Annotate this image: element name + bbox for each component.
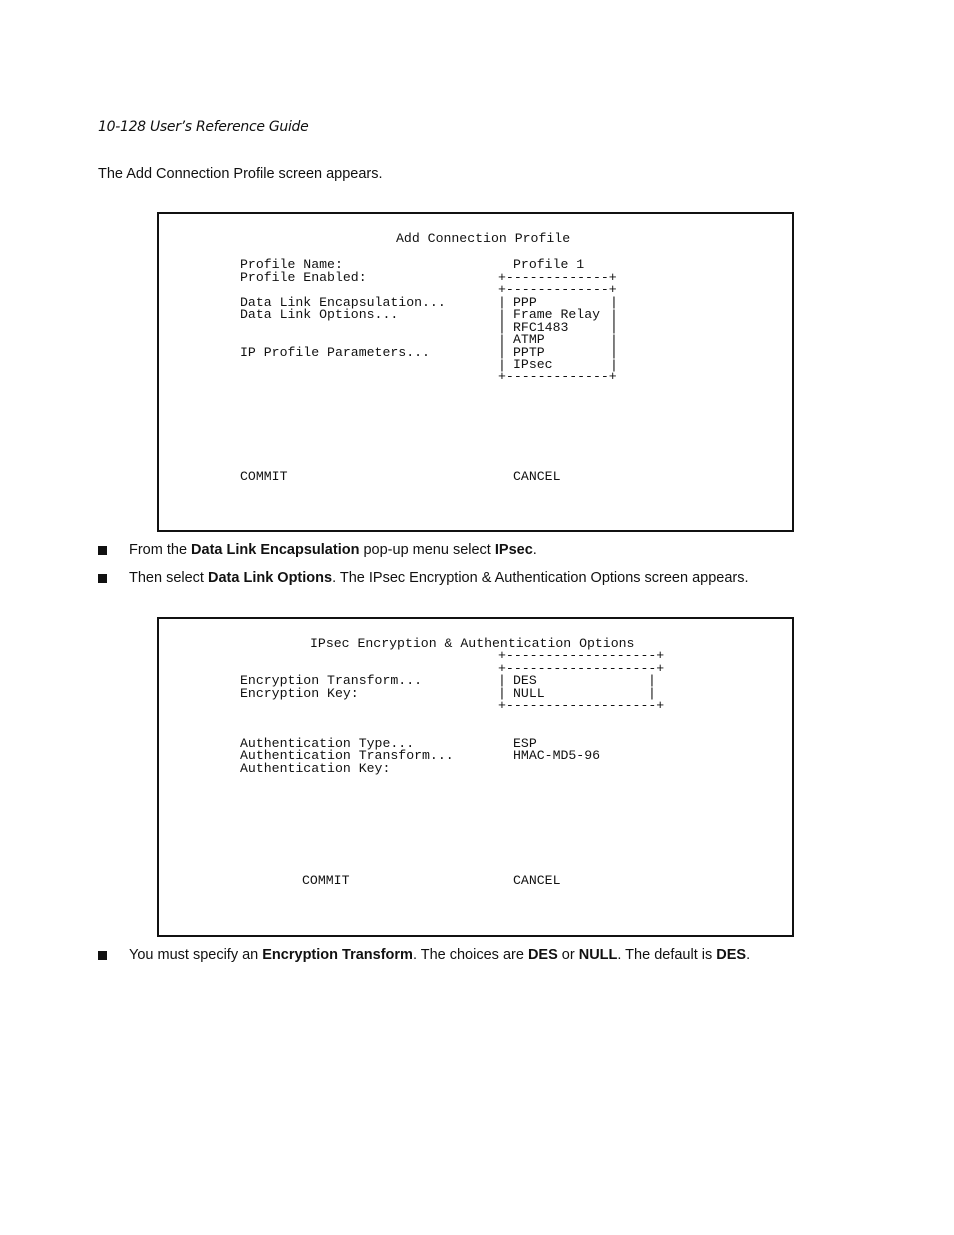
commit-button[interactable]: COMMIT xyxy=(302,873,350,888)
menu-inner-border: +-------------+ xyxy=(498,282,617,297)
menu-side-right: | | xyxy=(648,673,656,701)
menu-item-ppp[interactable]: PPP xyxy=(513,295,537,310)
menu-inner-border: +-------------------+ xyxy=(498,661,665,676)
menu-side-left: | | xyxy=(498,673,506,701)
profile-name-label: Profile Name: xyxy=(240,257,343,272)
cancel-button[interactable]: CANCEL xyxy=(513,469,561,484)
menu-item-frame-relay[interactable]: Frame Relay xyxy=(513,307,601,322)
bullet-square-icon xyxy=(98,574,107,583)
screen-title: Add Connection Profile xyxy=(396,231,571,246)
menu-top-border: +-------------------+ xyxy=(498,648,665,663)
menu-item-atmp[interactable]: ATMP xyxy=(513,332,545,347)
authentication-type-value[interactable]: ESP xyxy=(513,736,537,751)
add-connection-profile-screen xyxy=(157,212,794,532)
page-header: 10-128 User’s Reference Guide xyxy=(98,119,309,135)
menu-item-ipsec[interactable]: IPsec xyxy=(513,357,553,372)
encryption-transform-item[interactable]: Encryption Transform... xyxy=(240,673,423,688)
encryption-key-label: Encryption Key: xyxy=(240,686,359,701)
menu-item-pptp[interactable]: PPTP xyxy=(513,345,545,360)
profile-name-value[interactable]: Profile 1 xyxy=(513,257,585,272)
profile-enabled-label: Profile Enabled: xyxy=(240,270,367,285)
ipsec-options-screen xyxy=(157,617,794,937)
data-link-encapsulation-item[interactable]: Data Link Encapsulation... xyxy=(240,295,446,310)
intro-paragraph: The Add Connection Profile screen appears. xyxy=(98,166,383,182)
menu-bottom-border: +-------------+ xyxy=(498,369,617,384)
menu-side-left: | | | | | | xyxy=(498,295,506,373)
authentication-transform-item[interactable]: Authentication Transform... xyxy=(240,748,454,763)
ip-profile-parameters-item[interactable]: IP Profile Parameters... xyxy=(240,345,430,360)
screen-title: IPsec Encryption & Authentication Options xyxy=(310,636,635,651)
commit-button[interactable]: COMMIT xyxy=(240,469,288,484)
data-link-options-item[interactable]: Data Link Options... xyxy=(240,307,399,322)
authentication-transform-value[interactable]: HMAC-MD5-96 xyxy=(513,748,601,763)
authentication-type-item[interactable]: Authentication Type... xyxy=(240,736,415,751)
cancel-button[interactable]: CANCEL xyxy=(513,873,561,888)
menu-item-des[interactable]: DES xyxy=(513,673,537,688)
menu-side-right: | | | | | | xyxy=(610,295,618,373)
bullet-square-icon xyxy=(98,546,107,555)
menu-top-border: +-------------+ xyxy=(498,270,617,285)
authentication-key-label: Authentication Key: xyxy=(240,761,391,776)
menu-item-null[interactable]: NULL xyxy=(513,686,545,701)
menu-bottom-border: +-------------------+ xyxy=(498,698,665,713)
bullet-square-icon xyxy=(98,951,107,960)
menu-item-rfc1483[interactable]: RFC1483 xyxy=(513,320,569,335)
